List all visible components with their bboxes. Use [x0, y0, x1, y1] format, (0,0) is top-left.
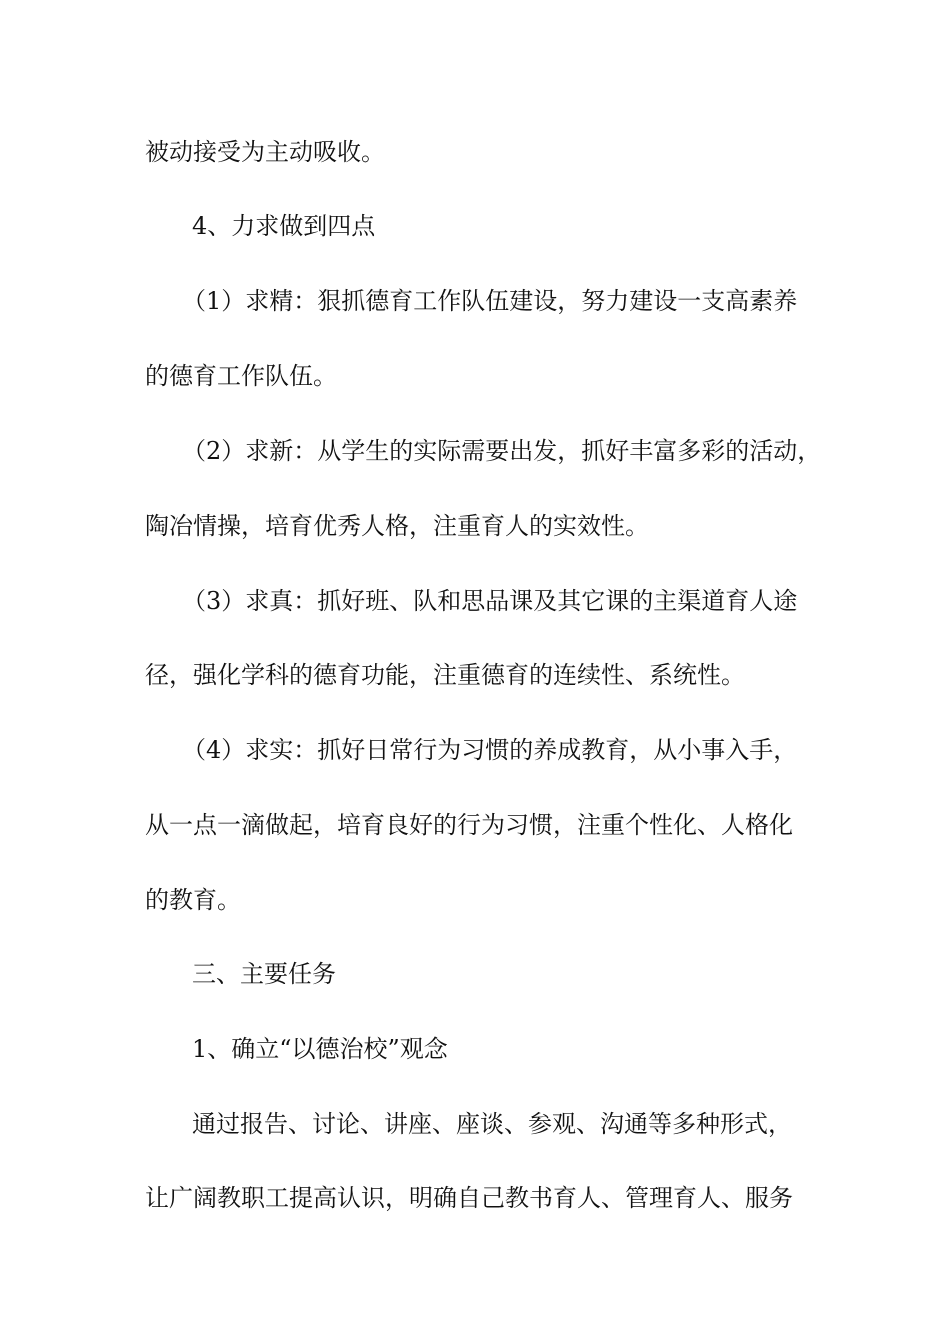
section-heading: 4、力求做到四点 [192, 212, 376, 240]
paragraph-line: 径，强化学科的德育功能，注重德育的连续性、系统性。 [145, 661, 745, 689]
paragraph-line: （3）求真：抓好班、队和思品课及其它课的主渠道育人途 [182, 587, 798, 615]
subsection-heading: 1、确立“以德治校”观念 [192, 1035, 448, 1063]
paragraph-line: 的德育工作队伍。 [145, 362, 337, 390]
paragraph-line: 陶冶情操，培育优秀人格，注重育人的实效性。 [145, 512, 649, 540]
paragraph-line: （4）求实：抓好日常行为习惯的养成教育，从小事入手， [182, 736, 798, 764]
paragraph-line: 被动接受为主动吸收。 [145, 138, 385, 166]
paragraph-line: 通过报告、讨论、讲座、座谈、参观、沟通等多种形式， [192, 1110, 792, 1138]
paragraph-line: （2）求新：从学生的实际需要出发，抓好丰富多彩的活动， [182, 437, 822, 465]
paragraph-line: 的教育。 [145, 886, 241, 914]
paragraph-line: 从一点一滴做起，培育良好的行为习惯，注重个性化、人格化 [145, 811, 793, 839]
section-heading: 三、主要任务 [192, 960, 336, 988]
paragraph-line: （1）求精：狠抓德育工作队伍建设，努力建设一支高素养 [182, 287, 798, 315]
paragraph-line: 让广阔教职工提高认识，明确自己教书育人、管理育人、服务 [145, 1184, 793, 1212]
